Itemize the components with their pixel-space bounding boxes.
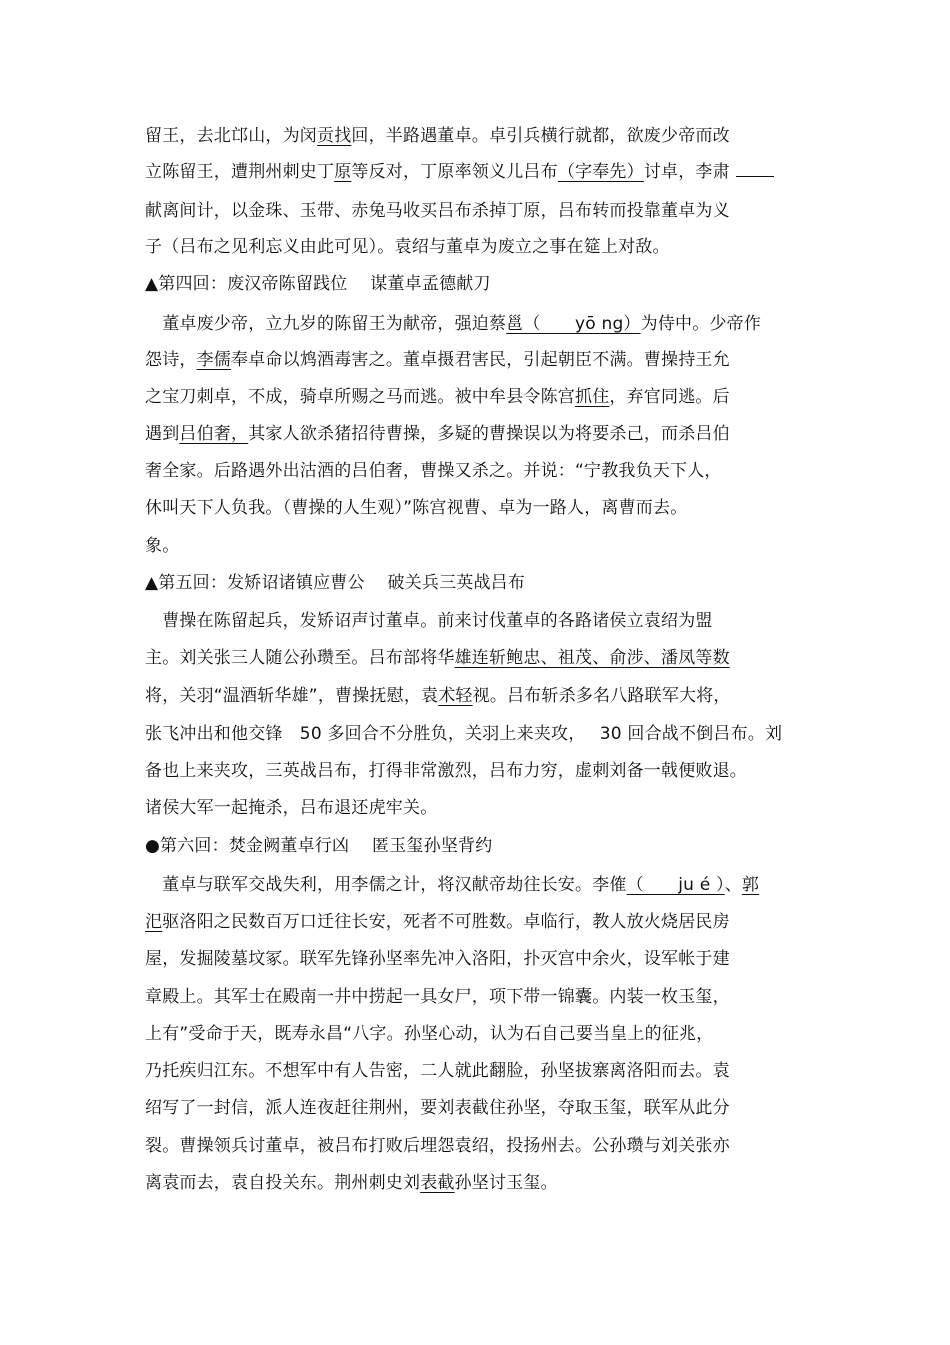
fill-blank bbox=[736, 162, 774, 177]
text-line: 乃托疾归江东。不想军中有人告密，二人就此翻脸，孙坚拔寨离洛阳而去。袁 bbox=[145, 1061, 730, 1081]
text-line: 绍写了一封信，派人连夜赶往荆州，要刘表截住孙坚，夺取玉玺，联军从此分 bbox=[145, 1098, 730, 1118]
text-line: 留王，去北邙山，为闵贡找回，半路遇董卓。卓引兵横行就都，欲废少帝而改 bbox=[145, 126, 730, 146]
text-line: 象。 bbox=[145, 536, 180, 556]
text-line: 备也上来夹攻，三英战吕布，打得非常激烈，吕布力穷，虚刺刘备一戟便败退。 bbox=[145, 761, 747, 781]
text-line: 子（吕布之见利忘义由此可见）。袁绍与董卓为废立之事在筵上对敌。 bbox=[145, 237, 670, 257]
text-line: 奢全家。后路遇外出沽酒的吕伯奢，曹操又杀之。并说：“宁教我负天下人， bbox=[145, 461, 722, 481]
text-line: 离袁而去，袁自投关东。荆州刺史刘表截孙坚讨玉玺。 bbox=[145, 1173, 558, 1193]
text-line: 曹操在陈留起兵，发矫诏声讨董卓。前来讨伐董卓的各路诸侯立袁绍为盟 bbox=[145, 611, 713, 631]
text-line: 怨诗，李儒奉卓命以鸩酒毒害之。董卓摄君害民，引起朝臣不满。曹操持王允 bbox=[145, 350, 730, 370]
text-line: 上有”受命于天，既寿永昌“八字。孙坚心动，认为石自己要当皇上的征兆， bbox=[145, 1024, 714, 1044]
chapter-4-heading: ▲第四回：废汉帝陈留践位 谋董卓孟德献刀 bbox=[145, 274, 491, 294]
text-line: 主。刘关张三人随公孙瓒至。吕布部将华雄连斩鲍忠、祖茂、俞涉、潘凤等数 bbox=[145, 648, 730, 668]
text-line: 张飞冲出和他交锋 50 多回合不分胜负，关羽上来夹攻， 30 回合战不倒吕布。刘 bbox=[145, 724, 783, 744]
text-line: 立陈留王，遭荆州刺史丁原等反对，丁原率领义儿吕布（字奉先）讨卓，李肃 bbox=[145, 160, 774, 184]
text-line: 屋，发掘陵墓坟冢。联军先锋孙坚率先冲入洛阳，扑灭宫中余火，设军帐于建 bbox=[145, 949, 730, 969]
text-line: 遇到吕伯奢，其家人欲杀猪招待曹操，多疑的曹操误以为将要杀己，而杀吕伯 bbox=[145, 424, 730, 444]
text-line: 诸侯大军一起掩杀，吕布退还虎牢关。 bbox=[145, 798, 438, 818]
text-line: 章殿上。其军士在殿南一井中捞起一具女尸，项下带一锦囊。内装一枚玉玺， bbox=[145, 987, 730, 1007]
text-line: 休叫天下人负我。（曹操的人生观）”陈宫视曹、卓为一路人，离曹而去。 bbox=[145, 498, 688, 518]
chapter-6-heading: ●第六回：焚金阙董卓行凶 匿玉玺孙坚背约 bbox=[145, 836, 493, 856]
text-line: 董卓废少帝，立九岁的陈留王为献帝，强迫蔡邕（ yō ng）为侍中。少帝作 bbox=[145, 314, 762, 334]
text-line: 董卓与联军交战失利，用李儒之计，将汉献帝劫往长安。李傕（ ju é ）、郭 bbox=[145, 875, 760, 895]
text-line: 裂。曹操领兵讨董卓，被吕布打败后埋怨袁绍，投扬州去。公孙瓒与刘关张亦 bbox=[145, 1136, 730, 1156]
text-line: 之宝刀刺卓，不成，骑卓所赐之马而逃。被中牟县令陈宫抓住，弃官同逃。后 bbox=[145, 387, 730, 407]
text-line: 汜驱洛阳之民数百万口迁往长安，死者不可胜数。卓临行，教人放火烧居民房 bbox=[145, 912, 730, 932]
chapter-5-heading: ▲第五回：发矫诏诸镇应曹公 破关兵三英战吕布 bbox=[145, 573, 526, 593]
text-line: 献离间计，以金珠、玉带、赤兔马收买吕布杀掉丁原，吕布转而投靠董卓为义 bbox=[145, 201, 730, 221]
text-line: 将，关羽“温酒斩华雄”，曹操抚慰，袁术轻视。吕布斩杀多名八路联军大将， bbox=[145, 686, 731, 706]
